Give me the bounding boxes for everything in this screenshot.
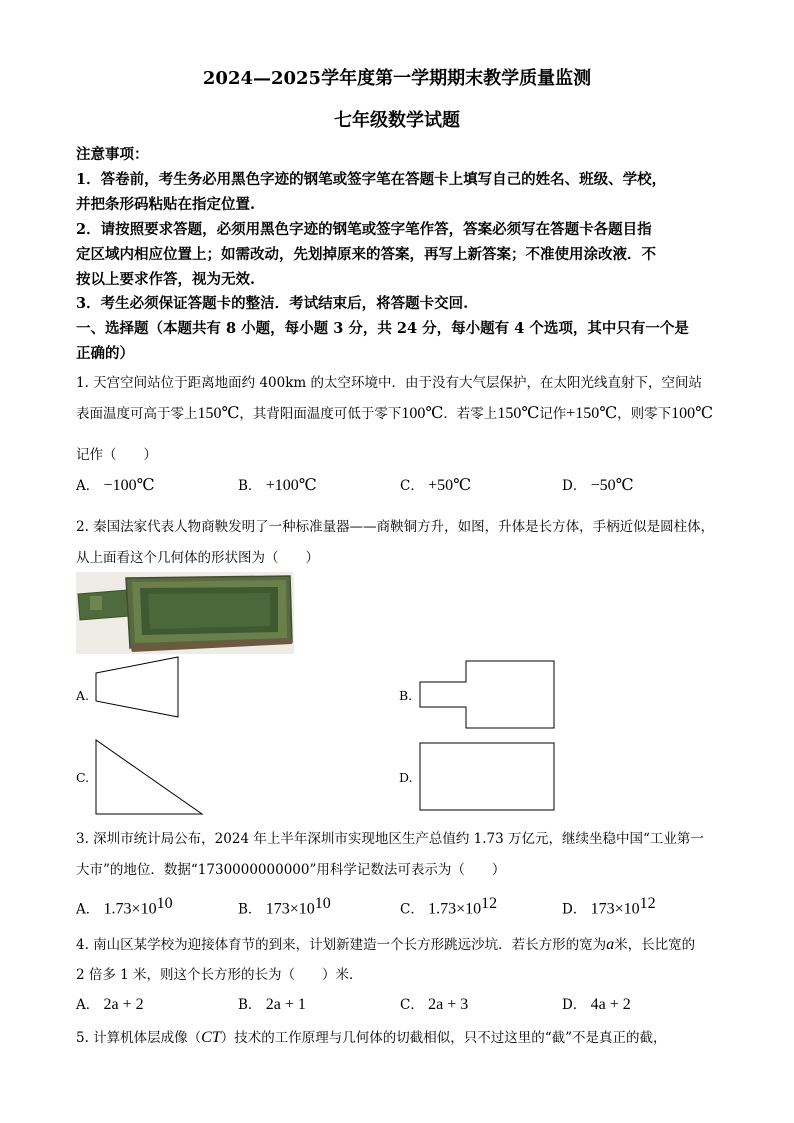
- q4-text-b: 米，长比宽的: [614, 937, 696, 953]
- q4-option-a[interactable]: [76, 993, 144, 1014]
- q1-option-c[interactable]: [400, 474, 471, 495]
- option-label: B．: [238, 478, 262, 494]
- option-label: A．: [76, 478, 100, 494]
- q1-text-b: ，其背阳面温度可低于零下: [239, 406, 402, 422]
- q2-option-d-label[interactable]: D.: [399, 770, 413, 785]
- q2-option-b-shape[interactable]: [416, 659, 558, 731]
- q4-line-1: [76, 933, 695, 954]
- q5-text-b: ）技术的工作原理与几何体的切截相似，只不过这里的“截”不是真正的截，: [220, 1030, 667, 1046]
- q2-option-b-label[interactable]: B.: [399, 688, 413, 703]
- option-label: D．: [562, 478, 587, 494]
- option-exponent: 10: [314, 895, 331, 912]
- option-value: −50℃: [590, 477, 634, 494]
- option-value: −100℃: [103, 477, 155, 494]
- q5-line-1: [76, 1026, 667, 1047]
- option-exponent: 10: [156, 895, 173, 912]
- option-label: C．: [400, 478, 424, 494]
- option-value: 4a + 2: [590, 996, 631, 1013]
- q3-line-1: 3. 深圳市统计局公布，2024 年上半年深圳市实现地区生产总值约 1.73 万亿元，继续坐稳中国“工业第一: [76, 831, 704, 847]
- note-2-line-3: 按以上要求作答，视为无效.: [76, 271, 256, 288]
- q1-math-plus150: +150℃: [566, 405, 618, 422]
- note-2-line-1: 2．请按照要求答题，必须用黑色字迹的钢笔或签字笔作答，答案必须写在答题卡各题目指: [76, 221, 652, 238]
- option-value: +50℃: [428, 477, 472, 494]
- q1-option-a[interactable]: [76, 474, 154, 495]
- option-label: B．: [238, 997, 262, 1013]
- q1-math-150b: 150℃: [497, 405, 540, 422]
- note-3: 3．考生必须保证答题卡的整洁．考试结束后，将答题卡交回.: [76, 295, 469, 312]
- q1-line-3: 记作（ ）: [76, 447, 157, 463]
- q1-text-e: ，则零下: [617, 406, 672, 422]
- q4-option-b[interactable]: [238, 993, 306, 1014]
- q2-option-d-shape[interactable]: [418, 741, 558, 813]
- q2-option-c-label[interactable]: C.: [76, 770, 90, 785]
- option-value: 173×10: [590, 900, 640, 918]
- note-1-line-1: 1．答卷前，考生务必用黑色字迹的钢笔或签字笔在答题卡上填写自己的姓名、班级、学校，: [76, 171, 667, 188]
- q2-option-c-shape[interactable]: [92, 737, 206, 817]
- q3-option-d[interactable]: [562, 895, 656, 919]
- option-value: +100℃: [265, 477, 317, 494]
- option-value: 2a + 3: [428, 996, 469, 1013]
- option-label: B．: [238, 901, 262, 918]
- section-heading-cont: 正确的）: [76, 345, 134, 362]
- q1-line-1: 1. 天宫空间站位于距离地面约 400km 的太空环境中．由于没有大气层保护，在太阳光线直射下，空间站: [76, 375, 703, 391]
- q1-math-100a: 100℃: [401, 405, 444, 422]
- q4-line-2: 2 倍多 1 米，则这个长方形的长为（ ）米．: [76, 967, 363, 983]
- option-label: D．: [562, 997, 587, 1013]
- q5-ct-term: CT: [201, 1029, 221, 1046]
- q3-line-2: 大市”的地位．数据“1730000000000”用科学记数法可表示为（ ）: [76, 862, 506, 878]
- q4-text-a: 4. 南山区某学校为迎接体育节的到来，计划新建造一个长方形跳远沙坑．若长方形的宽为: [76, 937, 607, 953]
- q1-math-100b: 100℃: [671, 405, 714, 422]
- q1-text-c: ．若零上: [443, 406, 498, 422]
- exam-title: 2024—2025学年度第一学期期末教学质量监测: [202, 68, 592, 89]
- q4-variable: a: [606, 936, 615, 953]
- option-label: D．: [562, 901, 587, 918]
- exam-subtitle: 七年级数学试题: [334, 110, 460, 131]
- q1-math-150a: 150℃: [197, 405, 240, 422]
- q1-option-d[interactable]: [562, 474, 634, 495]
- q4-option-d[interactable]: [562, 993, 631, 1014]
- q2-line-2: 从上面看这个几何体的形状图为（ ）: [76, 550, 319, 566]
- option-value: 1.73×10: [428, 900, 482, 918]
- option-label: A．: [76, 901, 100, 918]
- option-exponent: 12: [481, 895, 498, 912]
- notes-heading: 注意事项：: [76, 146, 149, 163]
- bronze-vessel-photo: [76, 572, 294, 654]
- q3-option-a[interactable]: [76, 895, 173, 919]
- option-exponent: 12: [639, 895, 656, 912]
- q1-option-b[interactable]: [238, 474, 317, 495]
- option-label: A．: [76, 997, 100, 1013]
- q1-text-a: 表面温度可高于零上: [76, 406, 198, 422]
- option-label: C．: [400, 901, 424, 918]
- section-heading: 一、选择题（本题共有 8 小题，每小题 3 分，共 24 分，每小题有 4 个选项，其中只有一个是: [76, 320, 689, 337]
- q3-option-c[interactable]: [400, 895, 497, 919]
- q2-option-a-label[interactable]: A.: [76, 688, 90, 703]
- q4-option-c[interactable]: [400, 993, 468, 1014]
- q2-option-a-shape[interactable]: [92, 655, 182, 719]
- q1-text-d: 记作: [539, 406, 567, 422]
- q3-option-b[interactable]: [238, 895, 331, 919]
- q2-line-1: 2. 秦国法家代表人物商鞅发明了一种标准量器——商鞅铜方升，如图，升体是长方体，手柄近似是圆柱体，: [76, 519, 715, 535]
- option-value: 2a + 1: [265, 996, 306, 1013]
- option-label: C．: [400, 997, 424, 1013]
- option-value: 2a + 2: [103, 996, 144, 1013]
- option-value: 1.73×10: [103, 900, 157, 918]
- q1-line-2: [76, 402, 713, 423]
- note-2-line-2: 定区域内相应位置上；如需改动，先划掉原来的答案，再写上新答案；不准使用涂改液．不: [76, 246, 656, 263]
- q5-text-a: 5. 计算机体层成像（: [76, 1030, 202, 1046]
- option-value: 173×10: [265, 900, 315, 918]
- note-1-line-2: 并把条形码粘贴在指定位置.: [76, 196, 256, 213]
